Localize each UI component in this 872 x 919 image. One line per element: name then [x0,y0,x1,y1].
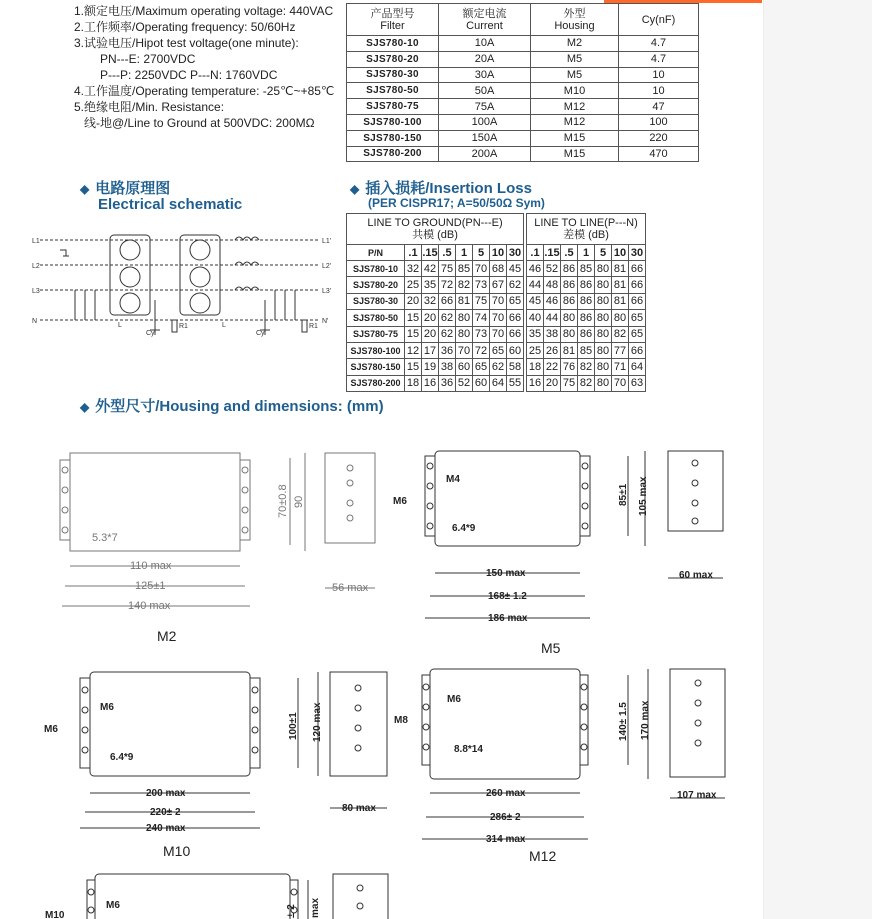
insertion-dm-cell: 81 [612,261,629,277]
insertion-dm-cell: 86 [578,326,595,342]
filter-current-cell: 10A [439,36,531,52]
insertion-cm-cell: 12 [405,342,422,358]
insertion-header-freq-dm: .1 [527,245,544,261]
filter-cy-cell: 220 [619,130,699,146]
m12-dim-width3: 314 max [486,834,526,845]
insertion-cm-cell: 72 [473,342,490,358]
insertion-loss-table [346,213,646,392]
diamond-icon: ◆ [350,182,360,196]
m5-terminal: M4 [446,474,460,485]
filter-housing-cell: M5 [531,67,619,83]
spec-resistance: 5.绝缘电阻/Min. Resistance: [74,100,225,114]
schem-label-r1a: R1 [179,323,188,330]
insertion-dm-cell: 80 [595,310,612,326]
insertion-cm-cell: 18 [405,375,422,391]
housing-m5-drawing [390,448,730,628]
insertion-cm-cell: 73 [473,277,490,293]
insertion-dm-cell: 70 [612,375,629,391]
insertion-dm-cell: 86 [578,293,595,309]
m5-dim-width3: 186 max [488,613,528,624]
m5-dim-width1: 150 max [486,568,526,579]
insertion-cm-cell: 85 [456,261,473,277]
insertion-dm-cell: 75 [561,375,578,391]
filter-cy-cell: 47 [619,99,699,115]
filter-housing-cell: M2 [531,36,619,52]
insertion-dm-cell: 86 [561,293,578,309]
insertion-dm-cell: 45 [527,293,544,309]
insertion-header-freq-dm: 10 [612,245,629,261]
spec-resistance-value: 线-地@/Line to Ground at 500VDC: 200MΩ [84,116,315,130]
filter-current-cell: 50A [439,83,531,99]
schem-label-l3: L3 [32,288,40,295]
insertion-table-row [347,261,646,277]
housing-m10-drawing [40,668,400,838]
insertion-dm-cell: 65 [629,326,646,342]
insertion-dm-cell: 82 [612,326,629,342]
filter-header-model: 产品型号 Filter [347,4,439,36]
insertion-cm-cell: 58 [507,359,524,375]
m12-mount: M8 [394,715,408,726]
spec-hipot-pne: PN---E: 2700VDC [100,52,196,66]
insertion-header-pn: P/N [347,245,405,261]
insertion-cm-cell: 74 [473,310,490,326]
insertion-dm-cell: 16 [527,375,544,391]
m2-dim-h1: 70±0.8 [277,484,289,518]
filter-table-row [347,99,699,115]
insertion-dm-cell: 86 [578,310,595,326]
schem-label-la: L [118,322,122,329]
m10-dim-width2: 220± 2 [150,807,181,818]
insertion-cm-cell: 70 [490,310,507,326]
m10-dim-width1: 200 max [146,788,186,799]
insertion-dm-cell: 71 [612,359,629,375]
insertion-dm-cell: 52 [544,261,561,277]
insertion-cm-cell: 15 [405,359,422,375]
insertion-dm-cell: 81 [612,277,629,293]
m2-dim-width3: 140 max [128,600,171,612]
housing-heading: ◆ 外型尺寸/Housing and dimensions: (mm) [80,398,384,415]
filter-cy-cell: 10 [619,67,699,83]
m10-side: 80 max [342,803,376,814]
filter-model-cell: SJS780-50 [347,83,439,99]
insertion-dm-cell: 80 [595,261,612,277]
insertion-dm-cell: 80 [561,326,578,342]
insertion-dm-cell: 46 [527,261,544,277]
m15-dim-h1: ± 2 [286,904,297,918]
filter-cy-cell: 100 [619,114,699,130]
filter-model-cell: SJS780-30 [347,67,439,83]
schem-label-l3p: L3' [322,288,332,295]
m12-dim-width2: 286± 2 [490,812,521,823]
insertion-dm-cell: 86 [578,277,595,293]
schem-label-lb: L [222,322,226,329]
insertion-header-freq-dm: 30 [629,245,646,261]
filter-table-row [347,130,699,146]
insertion-cm-cell: 15 [405,310,422,326]
insertion-cm-cell: 70 [490,326,507,342]
insertion-cm-cell: 67 [490,277,507,293]
filter-housing-cell: M15 [531,146,619,162]
insertion-dm-cell: 66 [629,293,646,309]
insertion-header-freq-cm: .15 [422,246,438,259]
insertion-cm-cell: 16 [422,375,439,391]
diamond-icon: ◆ [80,400,90,414]
insertion-cm-cell: 73 [473,326,490,342]
insertion-cm-cell: 36 [439,375,456,391]
schem-label-np: N' [322,318,329,325]
m10-dim-width3: 240 max [146,823,186,834]
insertion-header-freq-dm: 5 [595,245,612,261]
insertion-cm-cell: 72 [439,277,456,293]
m2-hole: 5.3*7 [92,532,118,544]
m10-label: M10 [163,843,191,859]
insertion-dm-cell: 46 [544,293,561,309]
insertion-dm-cell: 22 [544,359,561,375]
insertion-cm-cell: 65 [490,342,507,358]
m5-label: M5 [541,640,561,656]
insertion-dm-cell: 66 [629,277,646,293]
insertion-cm-cell: 62 [439,326,456,342]
insertion-dm-cell: 80 [561,310,578,326]
insertion-header-freq-dm: .5 [561,245,578,261]
insertion-pn-cell: SJS780-30 [347,293,405,309]
filter-cy-cell: 470 [619,146,699,162]
filter-table-body [347,36,699,162]
filter-table-row [347,36,699,52]
insertion-pn-cell: SJS780-200 [347,375,405,391]
insertion-cm-cell: 20 [405,293,422,309]
insertion-cm-cell: 25 [405,277,422,293]
filter-model-cell: SJS780-150 [347,130,439,146]
spec-voltage: 1.额定电压/Maximum operating voltage: 440VAC [74,4,334,18]
insertion-cm-cell: 65 [473,359,490,375]
filter-table-row [347,51,699,67]
insertion-cm-cell: 66 [439,293,456,309]
insertion-table-row [347,359,646,375]
diamond-icon: ◆ [80,182,90,196]
insertion-dm-cell: 86 [561,261,578,277]
filter-model-cell: SJS780-200 [347,146,439,162]
insertion-header-freq-cm: .5 [439,245,456,261]
filter-header-current: 额定电流 Current [439,4,531,36]
schem-label-l1: L1 [32,238,40,245]
filter-current-cell: 100A [439,114,531,130]
insertion-dm-cell: 86 [561,277,578,293]
insertion-cm-cell: 60 [473,375,490,391]
insertion-pn-cell: SJS780-50 [347,310,405,326]
filter-housing-cell: M10 [531,83,619,99]
insertion-cm-cell: 60 [507,342,524,358]
insertion-header-row [347,245,646,261]
insertion-cm-cell: 52 [456,375,473,391]
spec-frequency: 2.工作频率/Operating frequency: 50/60Hz [74,20,296,34]
insertion-group-row [347,214,646,245]
filter-cy-cell: 4.7 [619,51,699,67]
m5-side: 60 max [679,570,713,581]
insertion-cm-cell: 15 [405,326,422,342]
insertion-group-cm: LINE TO GROUND(PN---E) 共模 (dB) [347,214,524,245]
insertion-dm-cell: 44 [527,277,544,293]
schem-label-l1p: L1' [322,238,332,245]
m10-mount: M6 [44,724,58,735]
m5-mount: M6 [393,496,407,507]
filter-housing-cell: M15 [531,130,619,146]
schem-label-l2p: L2' [322,263,332,270]
m2-dim-width1: 110 max [130,560,172,572]
specifications [74,3,334,131]
insertion-cm-cell: 62 [490,359,507,375]
m12-dim-width1: 260 max [486,788,526,799]
insertion-pn-cell: SJS780-10 [347,261,405,277]
right-sidebar [763,0,872,919]
insertion-cm-cell: 35 [422,277,439,293]
m15-mount: M10 [45,910,65,919]
filter-table-row [347,146,699,162]
insertion-header-freq-cm: 1 [456,245,473,261]
schem-label-r1b: R1 [309,323,318,330]
schematic-heading: ◆ 电路原理图 [80,180,171,197]
insertion-cm-cell: 66 [507,310,524,326]
insertion-table-row [347,277,646,293]
filter-model-cell: SJS780-100 [347,114,439,130]
m10-dim-h1: 100±1 [288,712,299,740]
insertion-header-freq-cm: 5 [473,245,490,261]
m12-dim-h1: 140± 1.5 [618,702,629,741]
m12-dim-h2: 170 max [640,700,651,740]
filter-model-cell: SJS780-20 [347,51,439,67]
insertion-cm-cell: 75 [439,261,456,277]
insertion-cm-cell: 70 [473,261,490,277]
schem-label-cy2: Cy [256,330,265,337]
schem-label-l2: L2 [32,263,40,270]
insertion-cm-cell: 66 [507,326,524,342]
insertion-table-row [347,326,646,342]
insertion-cm-cell: 68 [490,261,507,277]
insertion-dm-cell: 76 [561,359,578,375]
m15-dim-h2: max [310,897,321,918]
insertion-cm-cell: 20 [422,326,439,342]
insertion-group-dm: LINE TO LINE(P---N) 差模 (dB) [527,214,646,245]
filter-table-row [347,67,699,83]
insertion-table-row [347,375,646,391]
insertion-dm-cell: 80 [595,375,612,391]
insertion-cm-cell: 19 [422,359,439,375]
insertion-dm-cell: 44 [544,310,561,326]
insertion-dm-cell: 80 [595,277,612,293]
insertion-dm-cell: 81 [612,293,629,309]
insertion-header-freq-cm: .1 [405,245,422,261]
insertion-table-row [347,293,646,309]
insertion-cm-cell: 36 [439,342,456,358]
insertion-dm-cell: 66 [629,342,646,358]
insertion-dm-cell: 80 [595,293,612,309]
spec-temperature: 4.工作温度/Operating temperature: -25℃~+85℃ [74,84,335,98]
housing-m15-drawing [40,870,400,919]
insertion-cm-cell: 64 [490,375,507,391]
m5-dim-width2: 168± 1.2 [488,591,527,602]
insertion-cm-cell: 80 [456,310,473,326]
insertion-dm-cell: 25 [527,342,544,358]
insertion-dm-cell: 85 [578,342,595,358]
schem-label-cy1: Cy [146,330,155,337]
insertion-dm-cell: 82 [578,375,595,391]
schem-label-n: N [32,318,38,325]
m12-side: 107 max [677,790,717,801]
m10-hole: 6.4*9 [110,752,134,763]
m5-dim-h1: 85±1 [618,483,629,506]
insertion-dm-cell: 81 [561,342,578,358]
m12-label: M12 [529,848,557,864]
insertion-cm-cell: 20 [422,310,439,326]
filter-current-cell: 20A [439,51,531,67]
m5-dim-h2: 105 max [638,476,649,516]
insertion-cm-cell: 45 [507,261,524,277]
m15-terminal: M6 [106,900,120,911]
insertion-cm-cell: 17 [422,342,439,358]
filter-header-housing: 外型 Housing [531,4,619,36]
spec-hipot-pp: P---P: 2250VDC P---N: 1760VDC [100,68,278,82]
filter-housing-cell: M12 [531,114,619,130]
m12-terminal: M6 [447,694,461,705]
insertion-dm-cell: 80 [612,310,629,326]
insertion-dm-cell: 80 [595,342,612,358]
insertion-table-row [347,342,646,358]
spec-hipot: 3.试验电压/Hipot test voltage(one minute): [74,36,299,50]
filter-current-cell: 150A [439,130,531,146]
insertion-dm-cell: 80 [595,359,612,375]
insertion-dm-cell: 65 [629,310,646,326]
filter-table [346,3,699,162]
filter-cy-cell: 4.7 [619,36,699,52]
filter-model-cell: SJS780-75 [347,99,439,115]
insertion-dm-cell: 82 [578,359,595,375]
insertion-cm-cell: 42 [422,261,439,277]
insertion-cm-cell: 82 [456,277,473,293]
filter-cy-cell: 10 [619,83,699,99]
insertion-table-row [347,310,646,326]
insertion-pn-cell: SJS780-20 [347,277,405,293]
insertion-dm-cell: 48 [544,277,561,293]
insertion-cm-cell: 70 [490,293,507,309]
insertion-header-freq-cm: 10 [490,245,507,261]
insertion-cm-cell: 80 [456,326,473,342]
insertion-dm-cell: 26 [544,342,561,358]
insertion-cm-cell: 62 [507,277,524,293]
insertion-cm-cell: 55 [507,375,524,391]
m10-terminal: M6 [100,702,114,713]
m2-dim-width2: 125±1 [135,580,166,592]
housing-m2-drawing [50,448,400,618]
schematic-heading-en: Electrical schematic [98,196,243,213]
insertion-cm-cell: 32 [422,293,439,309]
m2-dim-h2: 90 [293,495,305,508]
insertion-subtitle: (PER CISPR17; A=50/50Ω Sym) [368,196,545,210]
insertion-dm-cell: 63 [629,375,646,391]
insertion-heading: ◆ 插入损耗/Insertion Loss [350,180,532,197]
insertion-dm-cell: 40 [527,310,544,326]
filter-housing-cell: M5 [531,51,619,67]
insertion-dm-cell: 18 [527,359,544,375]
insertion-dm-cell: 64 [629,359,646,375]
filter-table-row [347,114,699,130]
insertion-table-body [347,261,646,392]
insertion-dm-cell: 85 [578,261,595,277]
insertion-cm-cell: 81 [456,293,473,309]
insertion-dm-cell: 66 [629,261,646,277]
insertion-dm-cell: 38 [544,326,561,342]
filter-current-cell: 75A [439,99,531,115]
insertion-dm-cell: 80 [595,326,612,342]
housing-m12-drawing [390,665,730,850]
insertion-dm-cell: 35 [527,326,544,342]
insertion-cm-cell: 65 [507,293,524,309]
filter-housing-cell: M12 [531,99,619,115]
insertion-pn-cell: SJS780-75 [347,326,405,342]
insertion-cm-cell: 38 [439,359,456,375]
filter-model-cell: SJS780-10 [347,36,439,52]
filter-table-row [347,83,699,99]
filter-current-cell: 30A [439,67,531,83]
m2-label: M2 [157,628,177,644]
insertion-header-freq-dm: 1 [578,245,595,261]
insertion-pn-cell: SJS780-100 [347,342,405,358]
insertion-dm-cell: 20 [544,375,561,391]
insertion-dm-cell: 77 [612,342,629,358]
insertion-cm-cell: 75 [473,293,490,309]
filter-table-header [347,4,699,36]
filter-header-cy: Cy(nF) [619,4,699,36]
m10-dim-h2: 120 max [312,702,323,742]
insertion-header-freq-cm: 30 [507,245,524,261]
insertion-cm-cell: 62 [439,310,456,326]
insertion-cm-cell: 60 [456,359,473,375]
m5-hole: 6.4*9 [452,523,476,534]
insertion-cm-cell: 70 [456,342,473,358]
insertion-pn-cell: SJS780-150 [347,359,405,375]
insertion-cm-cell: 32 [405,261,422,277]
insertion-header-freq-dm: .15 [544,246,560,259]
filter-current-cell: 200A [439,146,531,162]
m2-side: 56 max [332,582,369,594]
m12-hole: 8.8*14 [454,744,483,755]
electrical-schematic [30,225,345,355]
